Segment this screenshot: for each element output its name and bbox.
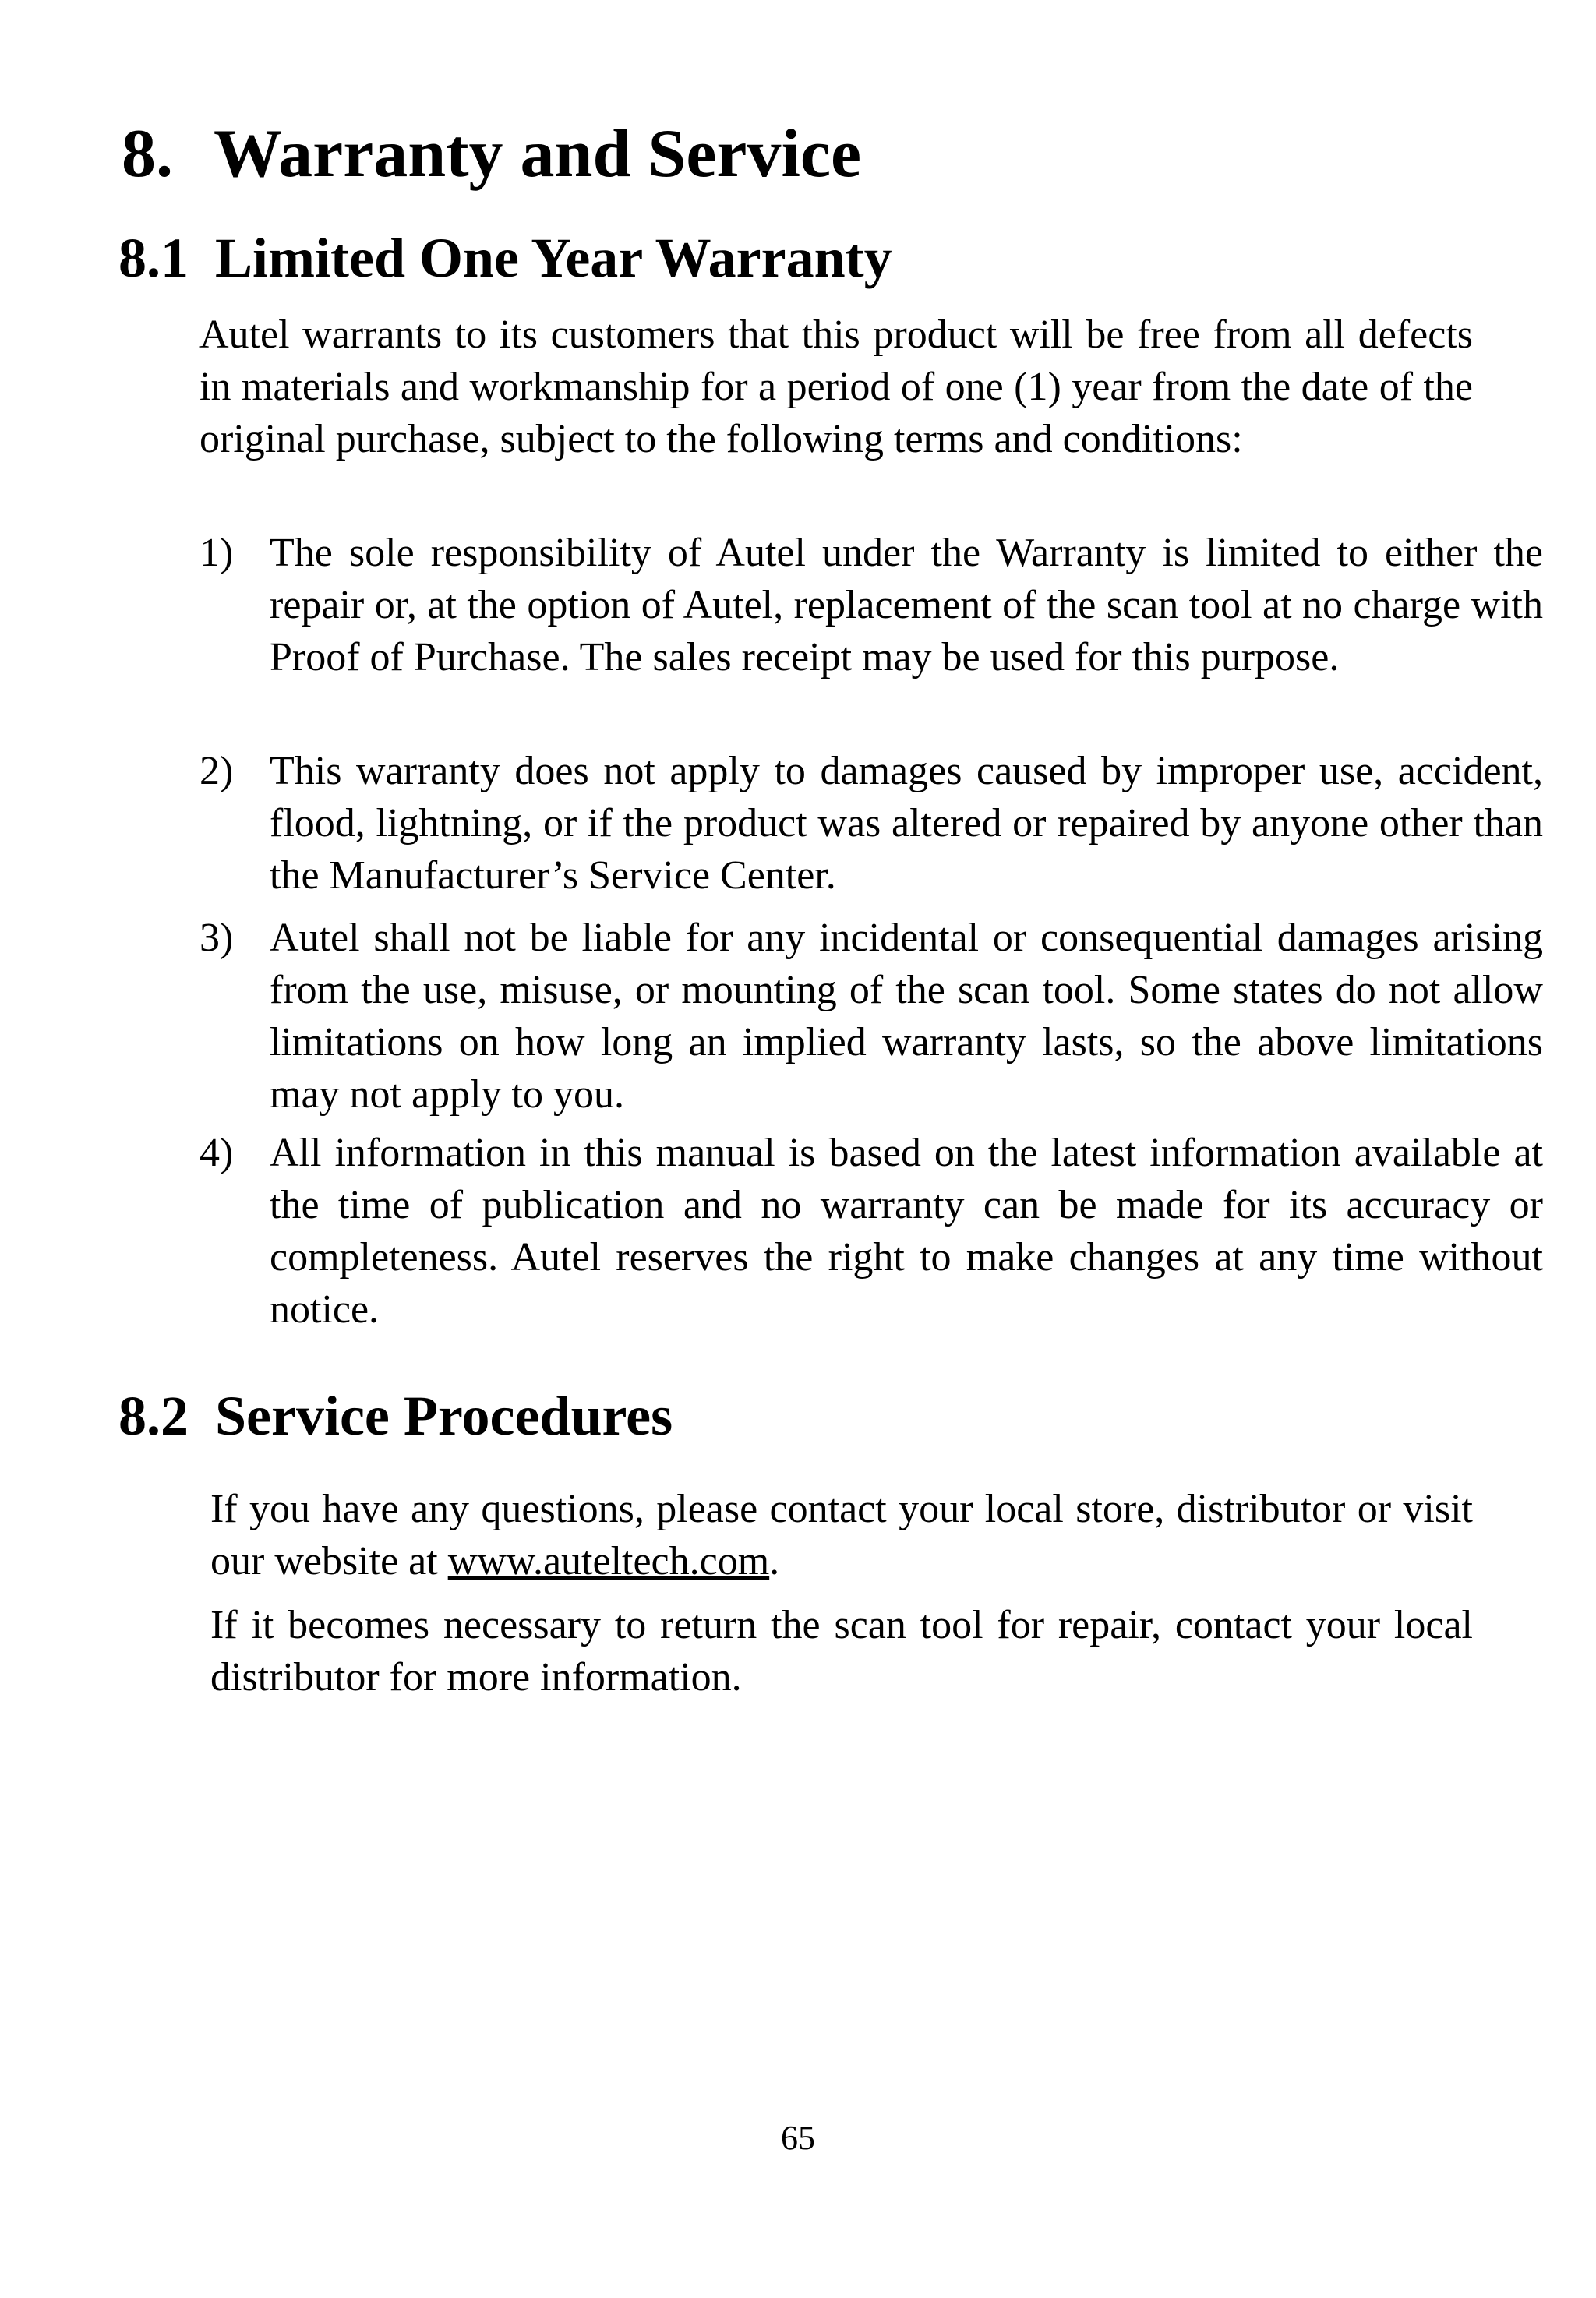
website-link[interactable]: www.auteltech.com <box>447 1539 770 1583</box>
warranty-term-item <box>200 912 1543 1121</box>
chapter-title <box>122 117 861 192</box>
warranty-term-text: Autel shall not be liable for any incidental or consequential damages arising from the use, misuse, or mounting of the scan tool. Some states do not allow limitations on how long an implied warranty lasts, so the above limitations may not apply to you. <box>270 916 1543 1117</box>
section-title-service-procedures <box>118 1386 673 1447</box>
warranty-term-text: This warranty does not apply to damages caused by improper use, accident, flood, lightning, or if the product was altered or repaired by anyone other than the Manufacturer’s Service Center. <box>270 749 1543 898</box>
list-marker: 3) <box>200 916 234 960</box>
warranty-term-item <box>200 527 1543 683</box>
list-marker: 1) <box>200 531 234 575</box>
section-title-text: Limited One Year Warranty <box>215 227 892 289</box>
section-title-limited-warranty <box>118 228 892 289</box>
service-contact-text-start: If you have any questions, please contact your local store, distributor or visit our website at <box>210 1487 1473 1583</box>
section-number: 8.2 <box>118 1385 189 1447</box>
section-title-text: Service Procedures <box>215 1385 673 1447</box>
chapter-title-text: Warranty and Service <box>214 116 862 192</box>
service-contact-text-end: . <box>769 1539 780 1583</box>
section-number: 8.1 <box>118 227 189 289</box>
service-return-paragraph <box>210 1599 1473 1703</box>
service-contact-text <box>210 1483 1473 1587</box>
warranty-term-text: The sole responsibility of Autel under the Warranty is limited to either the repair or, at the option of Autel, replacement of the scan tool at no charge with Proof of Purchase. The sales receipt may be used for this purpose. <box>270 531 1543 680</box>
chapter-number: 8. <box>122 116 173 192</box>
warranty-term-item <box>200 1127 1543 1336</box>
list-marker: 4) <box>200 1131 234 1175</box>
warranty-term-item <box>200 745 1543 902</box>
list-marker: 2) <box>200 749 234 793</box>
warranty-intro <box>200 309 1473 465</box>
page-number: 65 <box>781 2119 815 2157</box>
warranty-intro-text: Autel warrants to its customers that this product will be free from all defects in materials and workmanship for a period of one (1) year from the date of the original purchase, subject to the following terms and conditions: <box>200 312 1473 461</box>
service-return-text: If it becomes necessary to return the scan tool for repair, contact your local distributor for more information. <box>210 1603 1473 1700</box>
service-contact-paragraph <box>210 1483 1473 1587</box>
warranty-term-text: All information in this manual is based on the latest information available at the time of publication and no warranty can be made for its accuracy or completeness. Autel reserves the right to make changes at any time without notice. <box>270 1131 1543 1332</box>
